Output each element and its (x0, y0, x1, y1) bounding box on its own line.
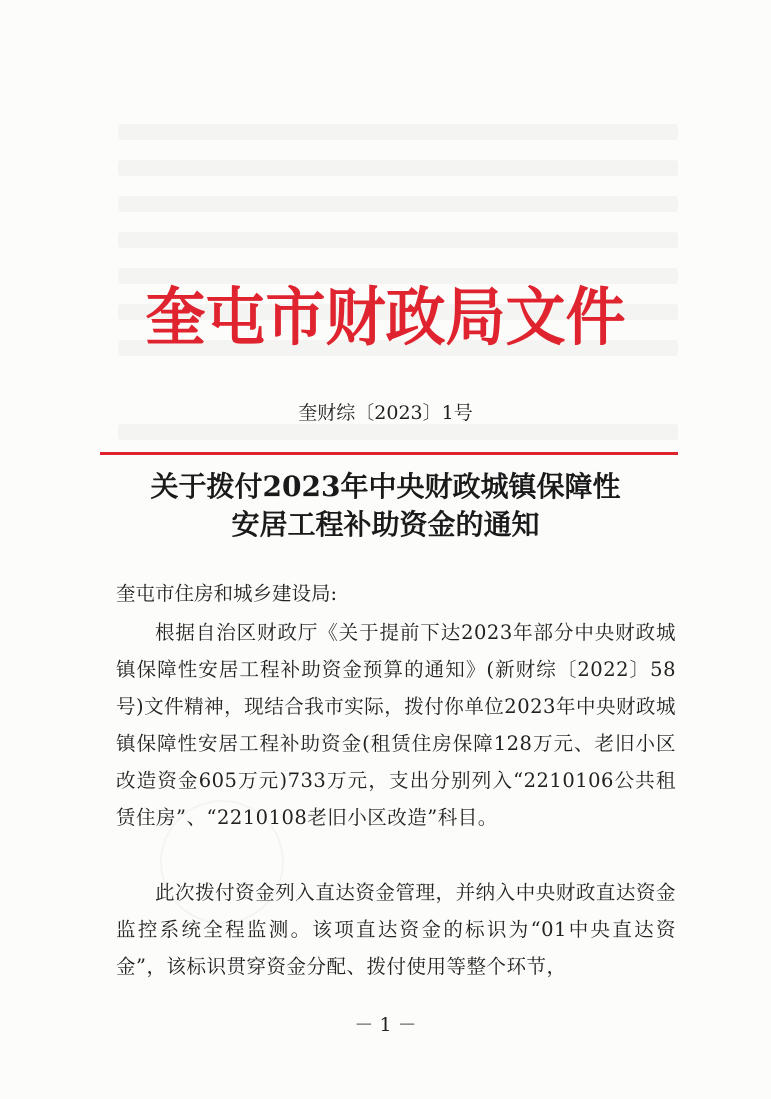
bleed-through-line (118, 196, 678, 212)
bleed-through-line (118, 124, 678, 140)
body-paragraph-1: 根据自治区财政厅《关于提前下达2023年部分中央财政城镇保障性安居工程补助资金预算的通知》(新财综〔2022〕58号)文件精神，现结合我市实际，拨付你单位2023年中央财政城镇保障性安居工程补助资金(租赁住房保障128万元、老旧小区改造资金605万元)733万元，支出分别列入“2210106公共租赁住房”、“2210108老旧小区改造”科目。 (116, 621, 676, 829)
title-line-1: 关于拨付2023年中央财政城镇保障性 (150, 470, 621, 503)
document-number: 奎财综〔2023〕1号 (298, 402, 473, 424)
org-header: 奎屯市财政局文件 (145, 281, 626, 355)
recipient: 奎屯市住房和城乡建设局: (116, 582, 338, 605)
bleed-through-line (118, 424, 678, 440)
bleed-through-line (118, 232, 678, 248)
page-number: － 1 － (354, 1014, 417, 1036)
document-title (0, 468, 771, 544)
red-divider-line (100, 452, 678, 455)
body-paragraph-2: 此次拨付资金列入直达资金管理，并纳入中央财政直达资金监控系统全程监测。该项直达资金的标识为“01中央直达资金”，该标识贯穿资金分配、拨付使用等整个环节， (116, 881, 676, 978)
title-line-2: 安居工程补助资金的通知 (231, 508, 540, 541)
bleed-through-line (118, 160, 678, 176)
